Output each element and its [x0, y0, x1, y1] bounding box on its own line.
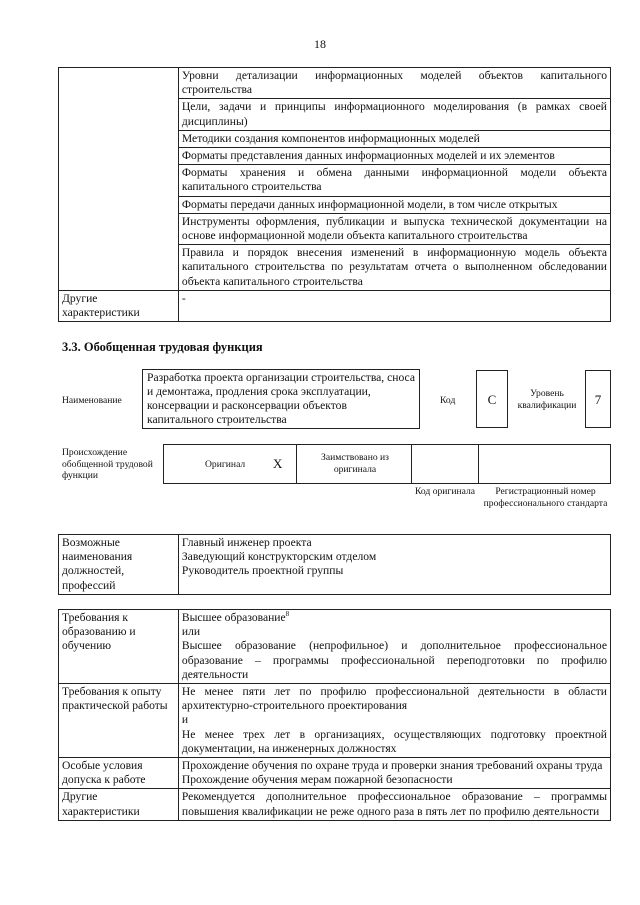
- code-caption: Код оригинала: [414, 486, 476, 497]
- name-label: Наименование: [62, 395, 122, 406]
- requirements-table: [58, 609, 611, 821]
- knowledge-table: [58, 67, 611, 322]
- other-value: [178, 789, 610, 820]
- requirement-line: и: [181, 713, 189, 727]
- knowledge-item: Цели, задачи и принципы информационного моделирования (в рамках своей дисциплины): [178, 99, 610, 130]
- position-item: Заведующий конструкторским отделом: [181, 550, 377, 564]
- knowledge-item: Инструменты оформления, публикации и выпуска технической документации на основе информационной модели объекта капитального строительства: [178, 213, 610, 244]
- section-title: 3.3. Обобщенная трудовая функция: [62, 340, 263, 354]
- table-row: [59, 684, 611, 758]
- knowledge-item: Форматы хранения и обмена данными информационной модели объекта капитального строительства: [178, 165, 610, 196]
- empty-cell: [59, 68, 179, 291]
- table-row: [59, 68, 611, 99]
- experience-label: Требования к опыту практической работы: [59, 684, 179, 758]
- admission-value: [178, 758, 610, 789]
- positions-list: [178, 535, 610, 595]
- divider: [296, 444, 297, 484]
- knowledge-item: Форматы представления данных информационных моделей и их элементов: [178, 148, 610, 165]
- education-label: Требования к образованию и обучению: [59, 610, 179, 684]
- table-row: [59, 789, 611, 820]
- page-number: 18: [314, 37, 326, 51]
- knowledge-item: Уровни детализации информационных моделей объектов капитального строительства: [178, 68, 610, 99]
- level-value: 7: [585, 370, 611, 428]
- requirement-line: Рекомендуется дополнительное профессиональное образование – программы повышения квалификации не реже одного раза в пять лет по профилю деятельности: [181, 790, 607, 818]
- experience-value: [178, 684, 610, 758]
- divider: [411, 444, 412, 484]
- requirement-line: Высшее образование (непрофильное) и дополнительное профессиональное образование – программы профессиональной переподготовки по профилю деятельности: [181, 639, 607, 681]
- knowledge-item: Методики создания компонентов информационных моделей: [178, 130, 610, 147]
- table-row: [59, 290, 611, 321]
- borrowed-label: Заимствовано из оригинала: [321, 452, 389, 475]
- position-item: Главный инженер проекта: [181, 536, 312, 549]
- code-value: C: [476, 370, 508, 428]
- level-label: Уровень квалификации: [517, 388, 577, 411]
- knowledge-item: Форматы передачи данных информационной модели, в том числе открытых: [178, 196, 610, 213]
- positions-table: [58, 534, 611, 595]
- reg-caption: Регистрационный номер профессионального стандарта: [483, 486, 608, 509]
- function-name: Разработка проекта организации строительства, сноса и демонтажа, продления срока эксплуатации, консервации и расконсервации объектов капитального строительства: [142, 369, 420, 429]
- requirement-line: Прохождение обучения по охране труда и проверки знания требований охраны труда: [181, 759, 603, 773]
- table-row: [59, 610, 611, 684]
- requirement-line: Не менее трех лет в организациях, осуществляющих подготовку проектной документации, на инженерных должностях: [181, 727, 607, 755]
- position-item: Руководитель проектной группы: [181, 564, 344, 578]
- other-label: Другие характеристики: [59, 290, 179, 321]
- requirement-line: Высшее образование: [181, 611, 286, 624]
- code-label: Код: [440, 395, 456, 406]
- knowledge-item: Правила и порядок внесения изменений в информационную модель объекта капитального строительства по результатам отчета о выполненном обследовании объекта капитального строительства: [178, 245, 610, 291]
- origin-label: Происхождение обобщенной трудовой функции: [62, 447, 153, 481]
- other-value: -: [178, 290, 610, 321]
- table-row: [59, 758, 611, 789]
- other-label: Другие характеристики: [59, 789, 179, 820]
- footnote-marker: 8: [285, 610, 290, 619]
- positions-label: Возможные наименования должностей, профессий: [59, 535, 179, 595]
- original-label: Оригинал: [205, 459, 246, 470]
- education-value: [178, 610, 610, 684]
- admission-label: Особые условия допуска к работе: [59, 758, 179, 789]
- requirement-line: Прохождение обучения мерам пожарной безопасности: [181, 773, 453, 787]
- divider: [478, 444, 479, 484]
- original-mark: X: [273, 456, 283, 471]
- table-row: [59, 535, 611, 595]
- requirement-line: или: [181, 625, 201, 639]
- requirement-line: Не менее пяти лет по профилю профессиональной деятельности в области архитектурно-строительного проектирования: [181, 685, 607, 713]
